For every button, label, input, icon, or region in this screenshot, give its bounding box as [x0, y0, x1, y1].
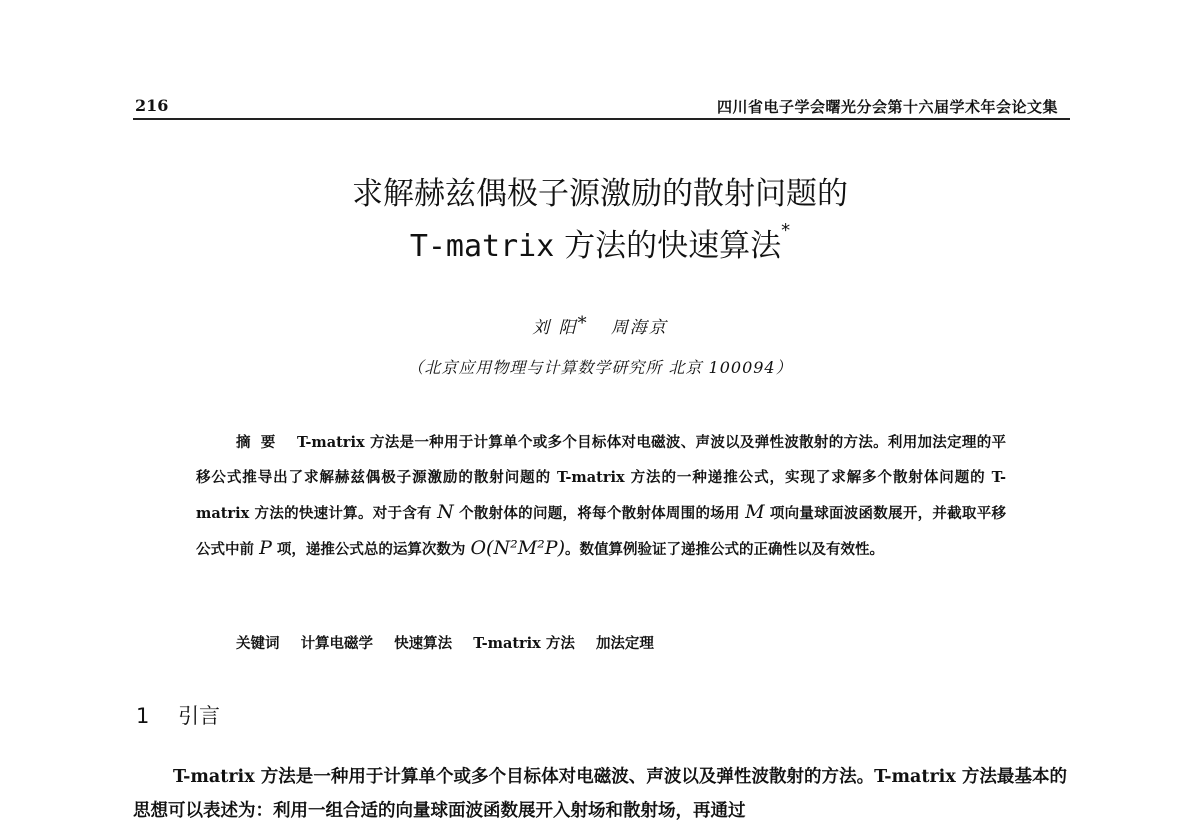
- title-footnote-mark: *: [781, 220, 791, 241]
- section-title: 引言: [178, 704, 221, 728]
- keywords-label: 关键词: [236, 635, 280, 652]
- paper-title-line1: 求解赫兹偶极子源激励的散射问题的: [352, 176, 848, 212]
- abstract-text-1: T-matrix 方法是一种用于计算单个或多个目标体对电磁波、声波以及弹性波散射的方法。利用加法定理的平移公式推导出了求解赫兹偶极子源激励的散射问题的 T-matrix 方法的一种递推公式，实现了求解多个散射体问题的 T-matrix 方法的快速计算。对于含有: [196, 434, 1007, 522]
- affiliation: （北京应用物理与计算数学研究所 北京 100094）: [407, 358, 793, 377]
- abstract-text-2: 个散射体的问题，将每个散射体周围的场用: [459, 505, 740, 522]
- keyword-3: T-matrix 方法: [473, 635, 575, 652]
- abstract-label: 摘要: [236, 434, 286, 451]
- intro-text: T-matrix 方法是一种用于计算单个或多个目标体对电磁波、声波以及弹性波散射的方法。T-matrix 方法最基本的思想可以表述为：利用一组合适的向量球面波函数展开入射场和散射场，再通过: [133, 767, 1067, 821]
- author-zhou: 周海京: [610, 318, 668, 338]
- section-heading: [136, 700, 220, 730]
- var-p: P: [259, 537, 272, 559]
- title-tmatrix: T-matrix: [409, 229, 555, 264]
- paper-title-line2: [0, 220, 1200, 265]
- author-liu: 刘 阳: [532, 318, 578, 338]
- abstract-text-3: 项向量球面波函数展开，并截取平移公式中前: [196, 505, 1006, 558]
- var-m: M: [745, 501, 765, 523]
- running-header: [133, 96, 1070, 120]
- keywords: [236, 632, 670, 653]
- author-list: [0, 313, 1200, 338]
- intro-paragraph: [133, 760, 1067, 828]
- var-n: N: [437, 501, 454, 523]
- proceedings-title: 四川省电子学会曙光分会第十六届学术年会论文集: [716, 98, 1058, 116]
- abstract: [196, 425, 1006, 567]
- keyword-2: 快速算法: [394, 635, 453, 652]
- complexity-formula: O(N²M²P): [470, 537, 565, 559]
- abstract-text-4: 项，递推公式总的运算次数为: [276, 541, 466, 558]
- title-suffix: 方法的快速算法: [564, 228, 782, 264]
- keyword-1: 计算电磁学: [300, 635, 374, 652]
- keyword-4: 加法定理: [595, 635, 654, 652]
- author-footnote-mark: *: [577, 313, 589, 334]
- abstract-text-5: 。数值算例验证了递推公式的正确性以及有效性。: [564, 541, 884, 558]
- page-number: 216: [135, 96, 169, 115]
- section-number: 1: [136, 704, 150, 728]
